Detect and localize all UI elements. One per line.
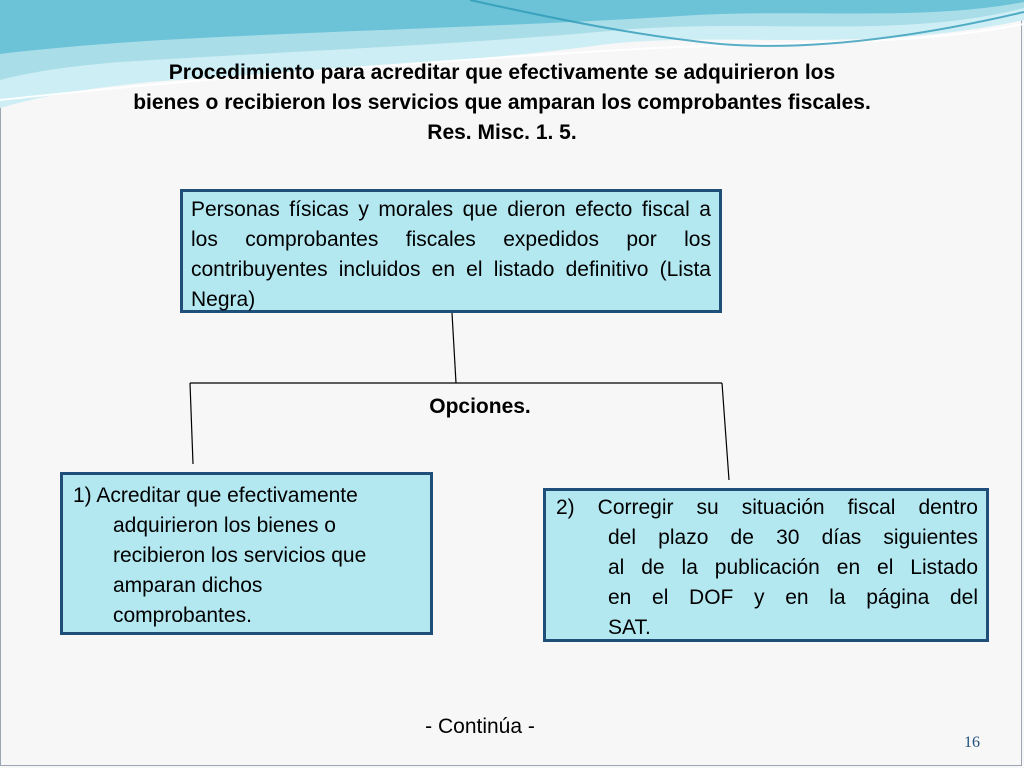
option-1-line: recibieron los servicios que bbox=[113, 544, 367, 567]
connector-stem bbox=[452, 313, 456, 383]
source-box bbox=[180, 189, 722, 313]
option-2-box bbox=[543, 488, 989, 642]
option-2-line: SAT. bbox=[608, 616, 651, 639]
page-number: 16 bbox=[964, 734, 980, 751]
option-1-line: adquirieron los bienes o bbox=[113, 514, 336, 537]
option-1-line: 1) Acreditar que efectivamente bbox=[73, 484, 358, 507]
option-1-line: comprobantes. bbox=[113, 604, 252, 627]
title-line-2: bienes o recibieron los servicios que amparan los comprobantes fiscales. bbox=[133, 91, 871, 114]
connector-right-drop bbox=[722, 383, 729, 480]
connector-left-drop bbox=[190, 383, 193, 464]
continua-label: - Continúa - bbox=[425, 715, 535, 738]
title-line-1: Procedimiento para acreditar que efectivamente se adquirieron los bbox=[168, 61, 836, 84]
option-2-line: del plazo de 30 días siguientes bbox=[608, 526, 978, 549]
option-1-box bbox=[60, 472, 433, 635]
option-1-line: amparan dichos bbox=[113, 574, 263, 597]
option-2-line: al de la publicación en el Listado bbox=[608, 556, 978, 579]
title-line-3: Res. Misc. 1. 5. bbox=[427, 121, 577, 144]
option-2-line: en el DOF y en la página del bbox=[608, 586, 978, 609]
option-2-line: 2) Corregir su situación fiscal dentro bbox=[556, 496, 978, 519]
options-label: Opciones. bbox=[429, 395, 531, 418]
source-box-text: Personas físicas y morales que dieron efecto fiscal a los comprobantes fiscales expedidos por los contribuyentes incluidos en el listado definitivo (Lista Negra) bbox=[191, 198, 711, 311]
